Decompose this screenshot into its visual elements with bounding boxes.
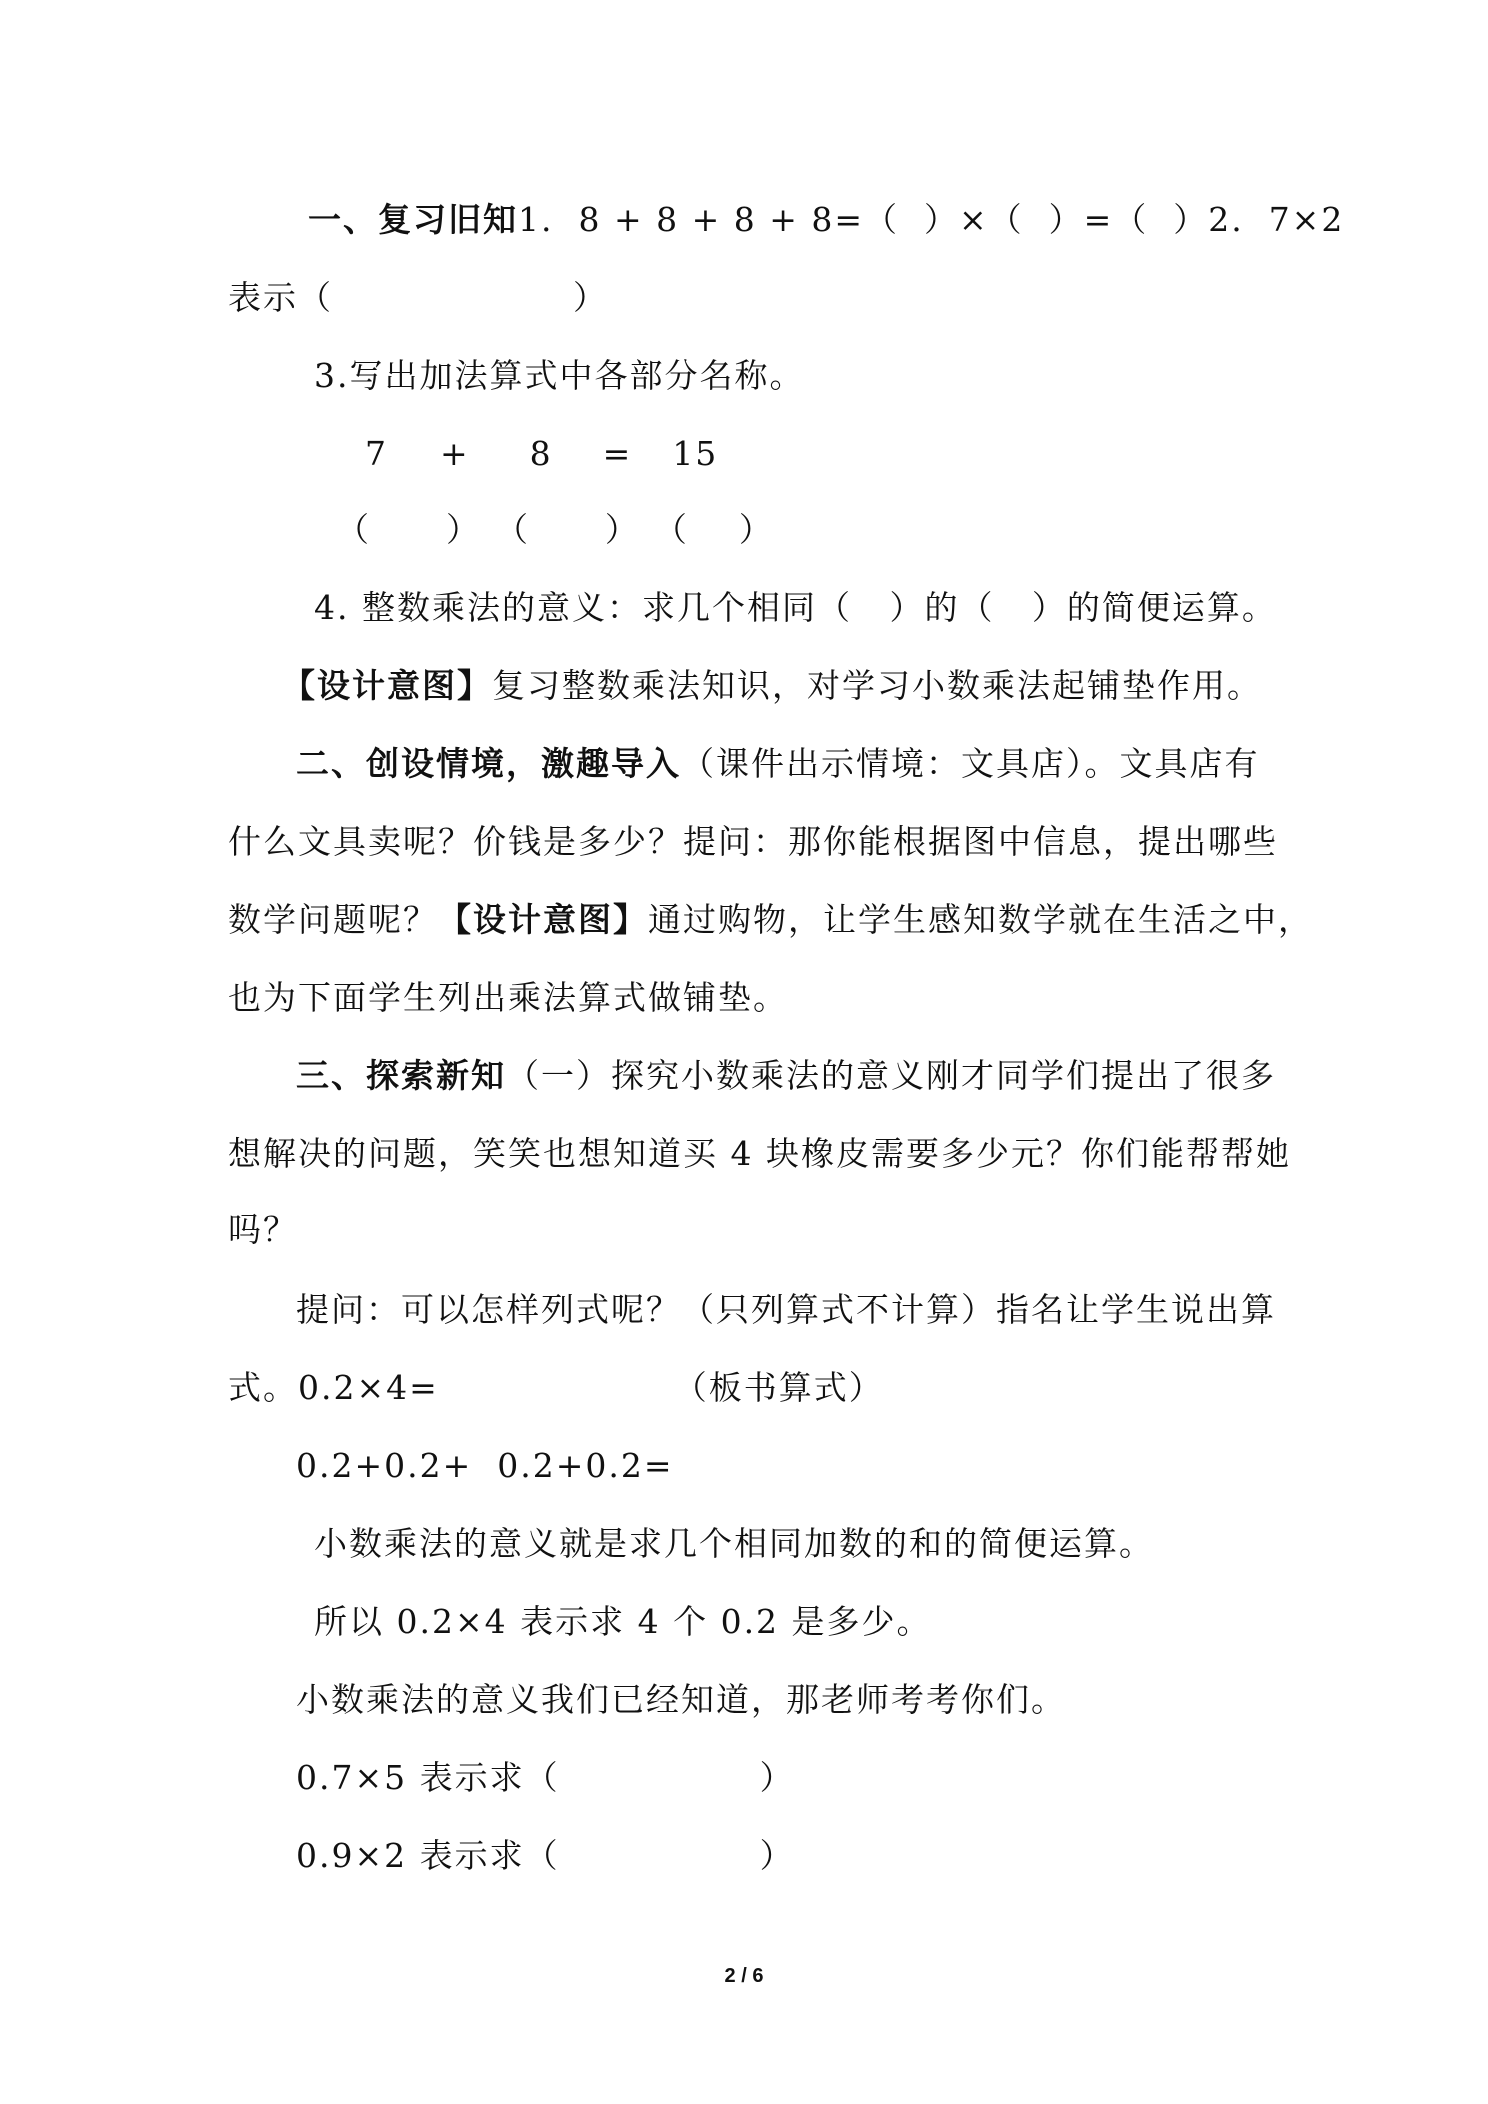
- repeated-addition: 0.2+0.2+ 0.2+0.2=: [296, 1446, 674, 1485]
- section-3-line-2: 想解决的问题，笑笑也想知道买 4 块橡皮需要多少元？你们能帮帮她: [228, 1134, 1291, 1173]
- section-3-heading: 三、探索新知: [296, 1056, 506, 1095]
- exercise-1: [296, 1756, 795, 1800]
- section-2-heading: 二、创设情境，激趣导入: [296, 744, 681, 783]
- section-2-text-3b: 通过购物，让学生感知数学就在生活之中，: [648, 900, 1313, 939]
- teacher-prompt: 小数乘法的意义我们已经知道，那老师考考你们。: [296, 1680, 1066, 1719]
- design-intent-1: [282, 664, 1262, 708]
- blank-addend: （ ）: [336, 510, 481, 549]
- exercise-1-text: 0.7×5 表示求（: [296, 1758, 560, 1797]
- board-note: （板书算式）: [673, 1368, 884, 1407]
- section-2-text-3a: 数学问题呢？: [228, 900, 438, 939]
- meaning-example: 所以 0.2×4 表示求 4 个 0.2 是多少。: [314, 1602, 932, 1641]
- blank-sum: （ ）: [653, 510, 774, 549]
- review-line-1: [308, 198, 1344, 242]
- exercise-2-text: 0.9×2 表示求（: [296, 1836, 560, 1875]
- section-3-text-1: （一）探究小数乘法的意义刚才同学们提出了很多: [506, 1056, 1276, 1095]
- blank-addend-2: （ ）: [494, 510, 640, 549]
- section-3-line-3: 吗？: [228, 1210, 298, 1249]
- page-number: 2 / 6: [724, 1965, 764, 1987]
- section-2-line-4: 也为下面学生列出乘法算式做铺垫。: [228, 978, 788, 1017]
- section-2-text-1: （课件出示情境：文具店）。文具店有: [681, 744, 1260, 783]
- equals-sign: =: [602, 434, 633, 473]
- section-1-heading: 一、复习旧知: [308, 200, 518, 239]
- part-name-blanks: [336, 508, 774, 552]
- exercise-2: [296, 1834, 795, 1878]
- section-2-line-2: 什么文具卖呢？价钱是多少？提问：那你能根据图中信息，提出哪些: [228, 822, 1278, 861]
- represent-close-paren: ）: [573, 278, 608, 317]
- exercise-2-close: ）: [759, 1836, 795, 1875]
- review-line-2: [228, 276, 608, 320]
- exercise-1-close: ）: [759, 1758, 795, 1797]
- represent-label: 表示（: [228, 278, 333, 317]
- addition-equation: [365, 432, 718, 476]
- design-intent-label-2: 【设计意图】: [438, 900, 648, 939]
- section-2-line-1: [296, 742, 1260, 786]
- sum-value: 15: [672, 434, 719, 473]
- section-3-line-1: [296, 1054, 1276, 1098]
- review-q3: 3.写出加法算式中各部分名称。: [314, 356, 805, 395]
- multiplication-expression: 式。0.2×4=: [228, 1368, 439, 1407]
- section-2-line-3: [228, 898, 1313, 942]
- plus-sign: +: [440, 434, 470, 473]
- section-3-line-5: [228, 1366, 884, 1410]
- design-intent-label: 【设计意图】: [282, 666, 492, 705]
- addend-1: 7: [365, 434, 388, 473]
- section-3-line-4: 提问：可以怎样列式呢？（只列算式不计算）指名让学生说出算: [296, 1290, 1276, 1329]
- meaning-statement: 小数乘法的意义就是求几个相同加数的和的简便运算。: [314, 1524, 1154, 1563]
- design-intent-text: 复习整数乘法知识，对学习小数乘法起铺垫作用。: [492, 666, 1262, 705]
- review-q1-q2-text: 1. 8 + 8 + 8 + 8=（ ）×（ ）=（ ）2. 7×2: [518, 200, 1345, 239]
- addend-2: 8: [529, 434, 553, 473]
- review-q4: 4. 整数乘法的意义：求几个相同（ ）的（ ）的简便运算。: [314, 588, 1277, 627]
